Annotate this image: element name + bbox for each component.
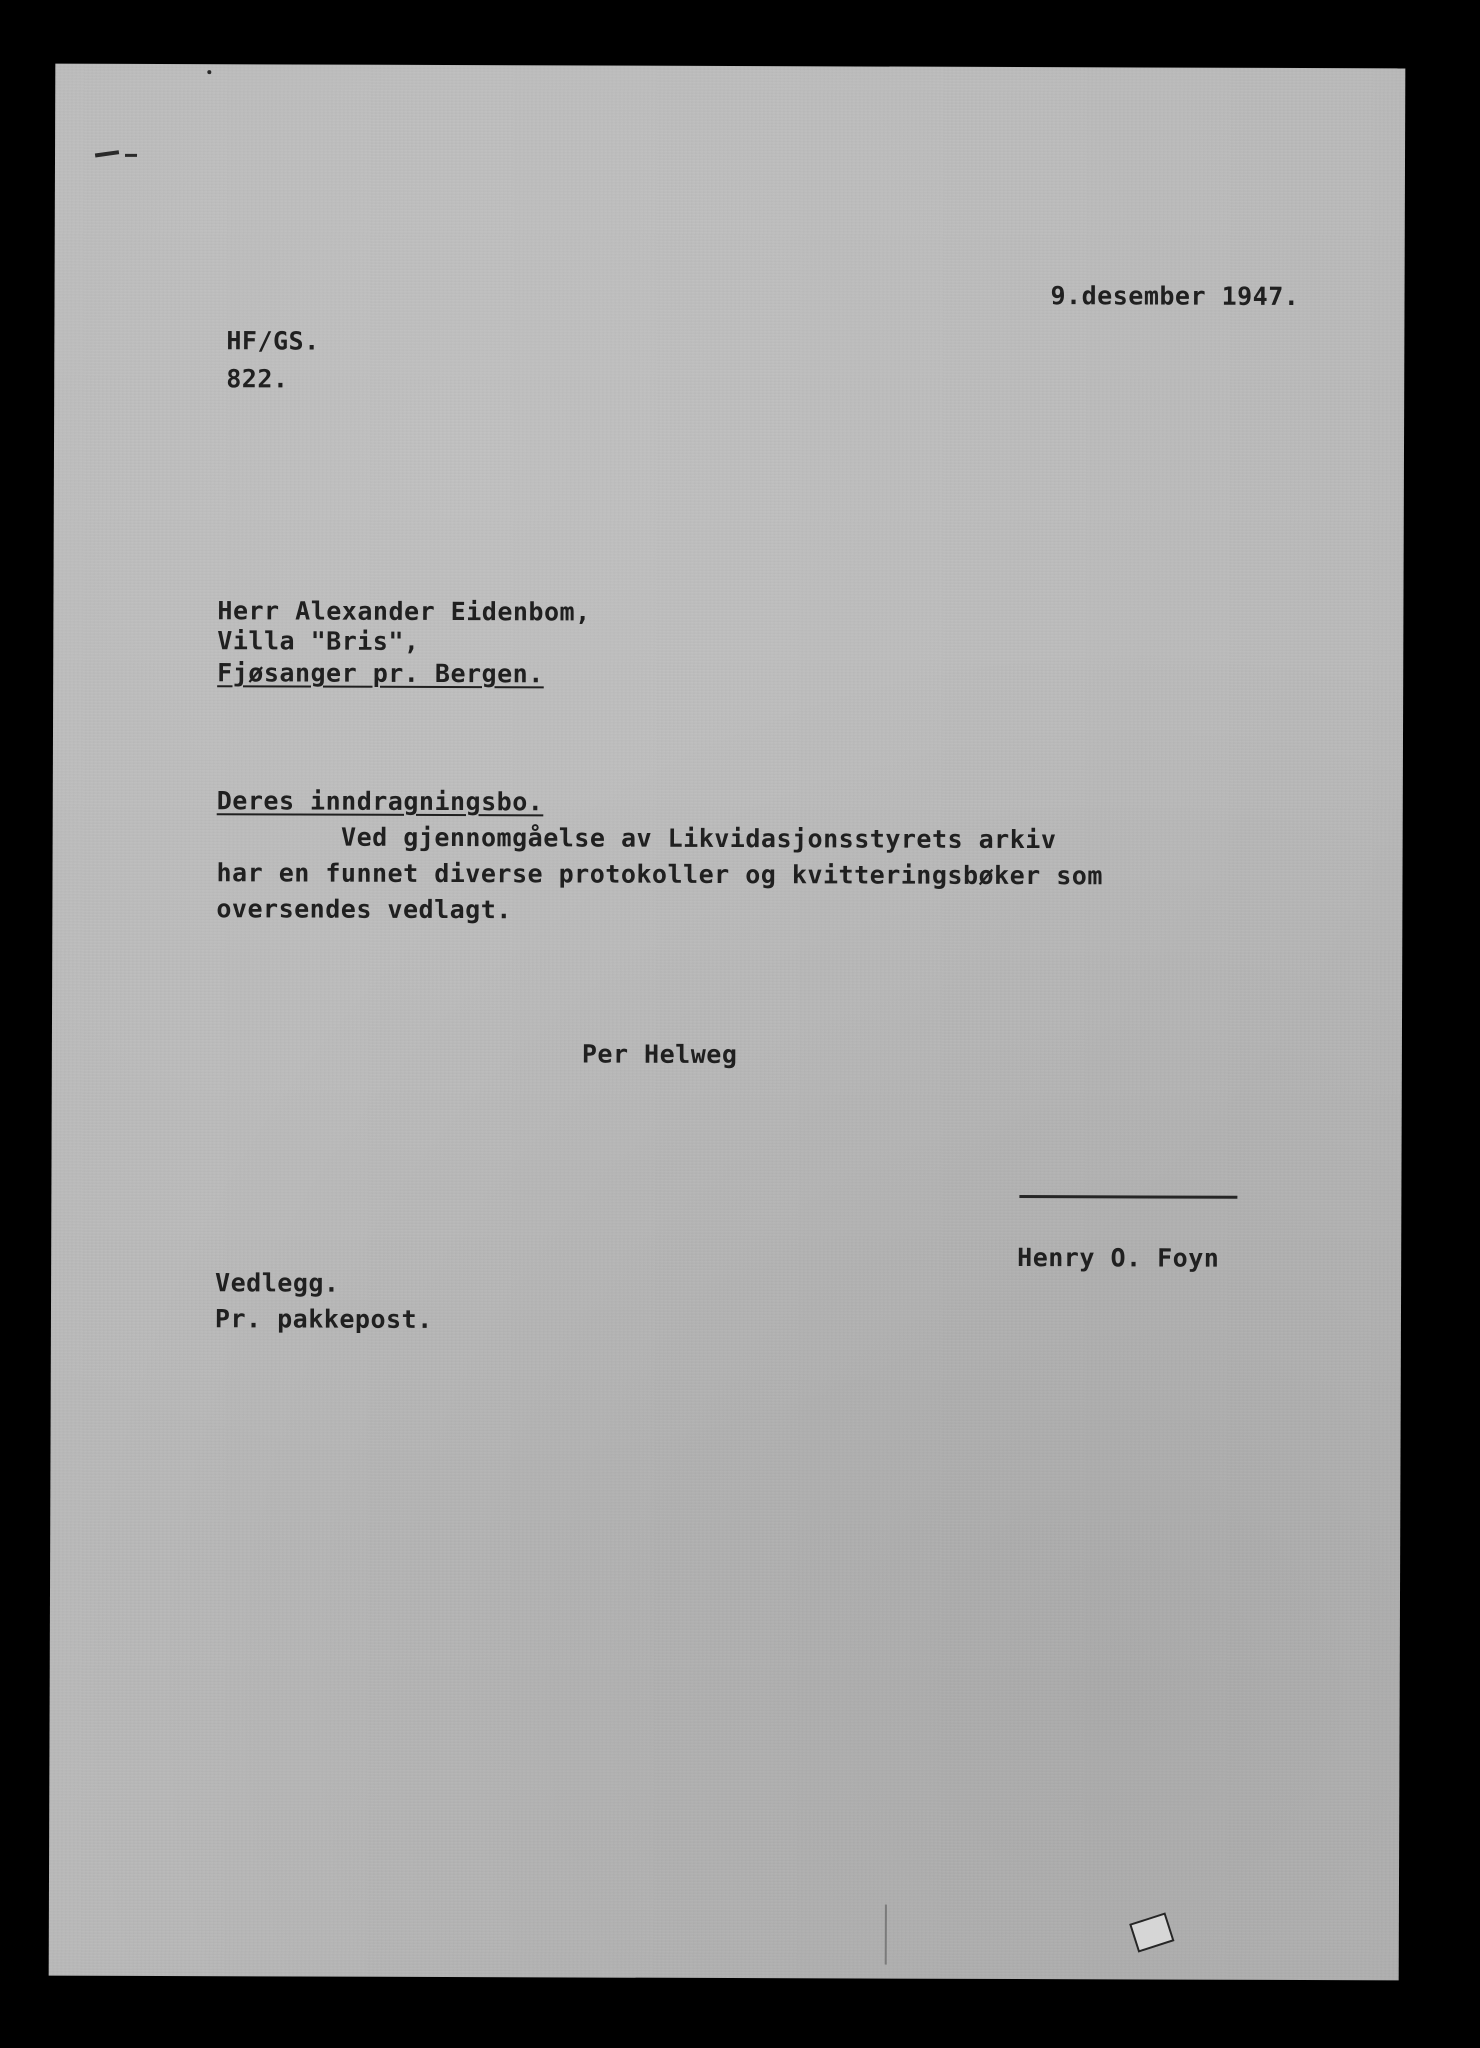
- recipient-name: Herr Alexander Eidenbom,: [217, 596, 591, 627]
- ink-mark: [95, 150, 119, 157]
- ink-dot: [207, 70, 211, 74]
- signature-name: Per Helweg: [581, 1039, 738, 1070]
- body-line-3: oversendes vedlagt.: [216, 894, 512, 925]
- letter-page: [49, 64, 1406, 1981]
- signature-line: [1019, 1195, 1237, 1199]
- enclosure-method: Pr. pakkepost.: [214, 1304, 433, 1334]
- ink-mark: [125, 154, 137, 157]
- reference-number: 822.: [226, 364, 289, 394]
- recipient-city: Fjøsanger pr. Bergen.: [217, 658, 544, 689]
- signatory-name: Henry O. Foyn: [1017, 1243, 1220, 1273]
- enclosure-label: Vedlegg.: [215, 1268, 340, 1298]
- paper-crease: [885, 1905, 887, 1965]
- reference-initials: HF/GS.: [226, 326, 320, 356]
- recipient-address: Villa "Bris",: [217, 626, 420, 656]
- body-line-1: Ved gjennomgåelse av Likvidasjonsstyrets arkiv: [216, 822, 1057, 855]
- body-line-2: har en funnet diverse protokoller og kvitteringsbøker som: [216, 858, 1104, 891]
- letter-subject: Deres inndragningsbo.: [216, 786, 544, 817]
- paper-tear: [1129, 1912, 1174, 1952]
- letter-date: 9.desember 1947.: [1050, 281, 1300, 311]
